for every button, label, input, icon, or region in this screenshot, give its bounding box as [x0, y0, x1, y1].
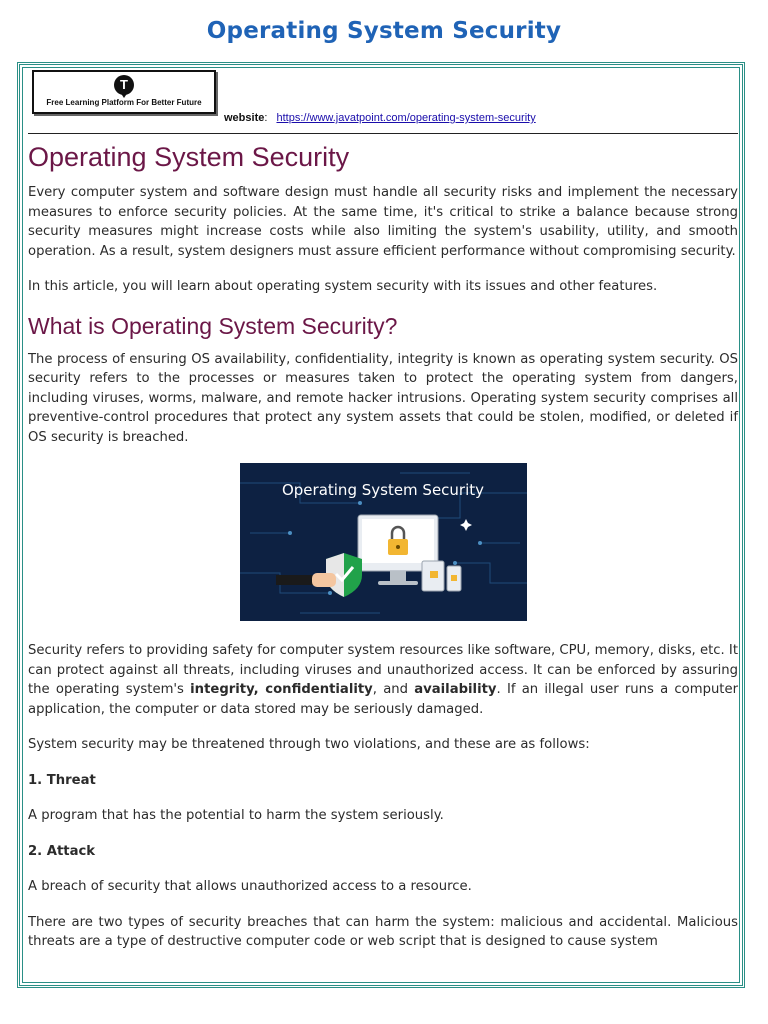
section-heading: What is Operating System Security? — [28, 312, 398, 339]
security-text-3: . If an illegal user runs a computer application, the computer or data stored may be seriously damaged. — [28, 682, 739, 717]
security-definition-paragraph — [28, 641, 738, 719]
website-label: website — [224, 112, 265, 124]
breaches-paragraph: There are two types of security breaches that can harm the system: malicious and accidental. Malicious threats are a type of destructive computer code or web script that is designed to cause system — [28, 914, 738, 949]
threat-heading: 1. Threat — [28, 772, 96, 788]
security-text-2: , and — [372, 682, 415, 697]
page-header — [28, 65, 738, 134]
document-title: Operating System Security — [206, 18, 562, 44]
article-title: Operating System Security — [28, 142, 350, 172]
violations-intro: System security may be threatened through two violations, and these are as follows: — [28, 737, 590, 752]
security-bold-2: availability — [414, 682, 497, 697]
intro-paragraph-2: In this article, you will learn about operating system security with its issues and other features. — [28, 279, 658, 294]
page-frame — [17, 62, 745, 988]
security-text-1: Security refers to providing safety for computer system resources like software, CPU, memory, disks, etc. It can protect against all threats, including viruses and unauthorized access. It can be enforced by assuring the operating system's — [28, 643, 738, 697]
javatpoint-logo — [32, 70, 216, 114]
logo-tagline: Free Learning Platform For Better Future — [46, 98, 202, 107]
section-paragraph: The process of ensuring OS availability, confidentiality, integrity is known as operating system security. OS security refers to the processes or measures taken to protect the operating system from dangers, including viruses, worms, malware, and remote hacker intrusions. Operating system security comprises all preventive-control procedures that protect any system assets that could be stolen, modified, or deleted if OS security is breached. — [28, 351, 738, 445]
attack-heading: 2. Attack — [28, 843, 96, 859]
intro-paragraph-1: Every computer system and software design must handle all security risks and implement the necessary measures to enforce security policies. At the same time, it's critical to strike a balance because strong security measures might increase costs while also limiting the system's usability, utility, and smooth operation. As a result, system designers must assure efficient performance without compromising security. — [28, 185, 738, 259]
os-security-illustration — [240, 463, 527, 621]
security-bold-1: integrity, confidentiality — [190, 682, 373, 697]
threat-text: A program that has the potential to harm the system seriously. — [28, 808, 444, 823]
attack-text: A breach of security that allows unauthorized access to a resource. — [28, 879, 472, 894]
website-link[interactable]: https://www.javatpoint.com/operating-system-security — [276, 112, 536, 124]
website-line: website: https://www.javatpoint.com/operating-system-security — [224, 112, 536, 124]
illustration-title: Operating System Security — [281, 481, 484, 499]
page-content — [28, 65, 738, 968]
illustration-graphic — [240, 463, 527, 621]
logo-mark-icon: T — [114, 75, 134, 95]
